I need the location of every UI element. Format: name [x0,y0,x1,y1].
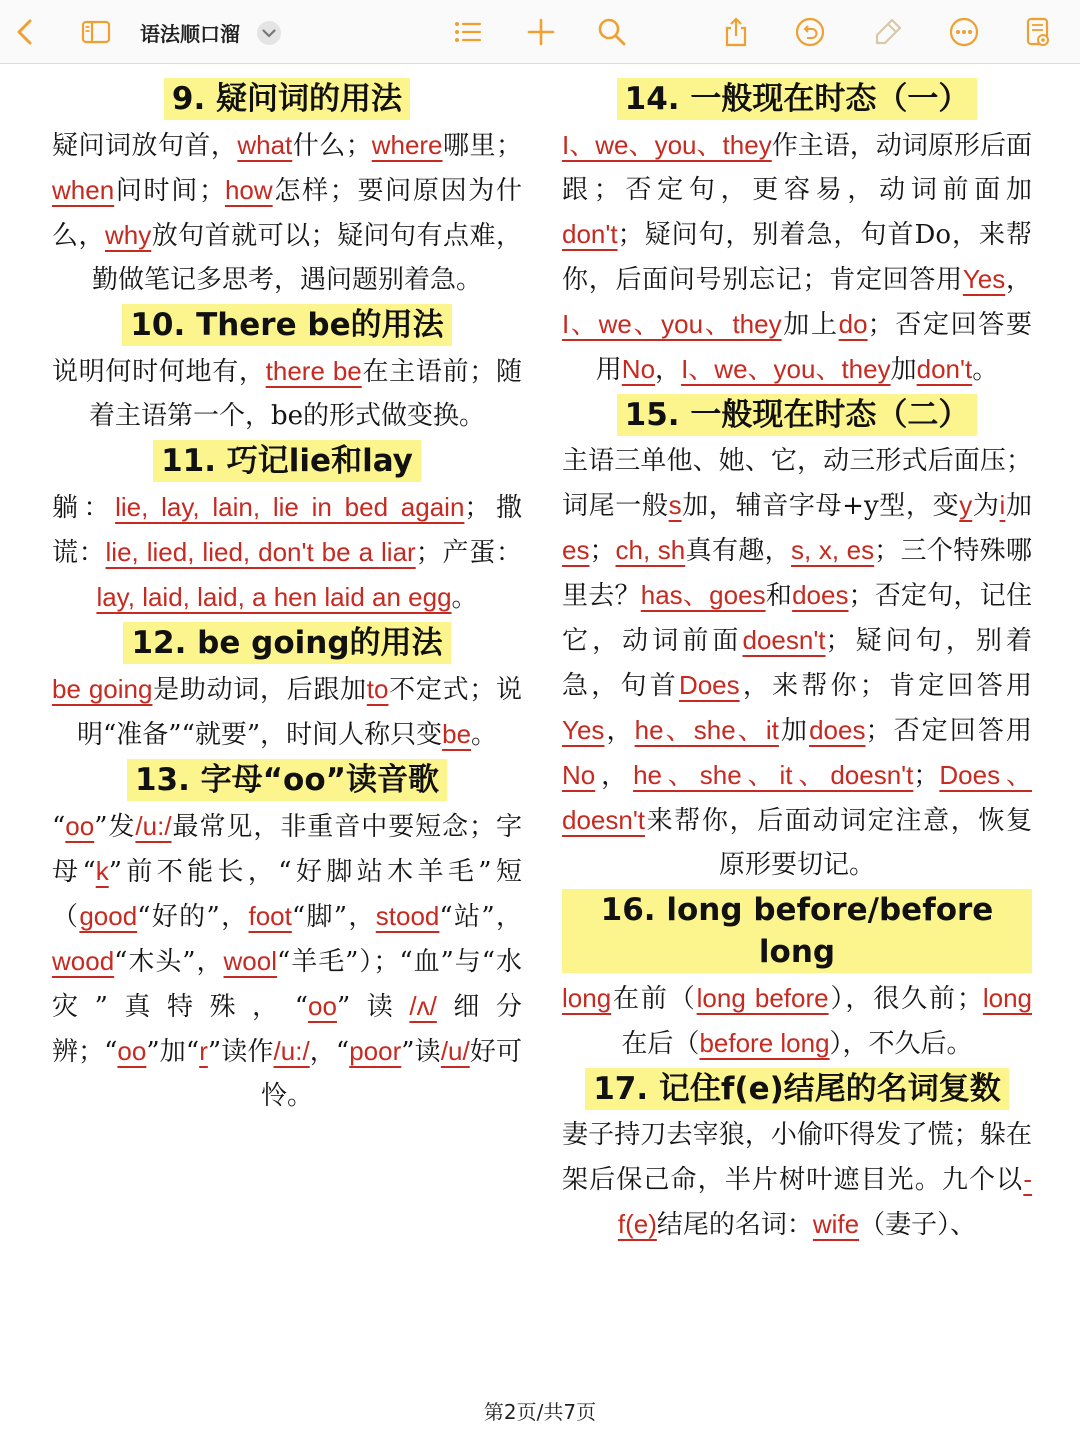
text: 妻子持刀去宰狼，小偷吓得发了慌；躲在架后保己命，半片树叶遮目光。九个以 [562,1120,1032,1195]
keyword: when [52,175,115,205]
text: ”读 [401,1037,441,1067]
keyword: lie, lay, lain, lie in bed again [115,492,465,522]
section-9 [52,76,522,302]
keyword: ch, sh [615,535,686,565]
text: 主语三单他、她、它，动三形式后面压；词尾一般 [562,446,1032,521]
keyword: don't [916,354,973,384]
keyword: what [237,130,293,160]
keyword: before long [699,1028,830,1058]
text: ；疑问句，别着急，句首Do，来帮你，后面问号别忘记；肯定回答用 [562,220,1032,295]
document-title[interactable]: 语法顺口溜 [140,22,240,46]
text: ；否定回答要用 [595,310,1032,385]
keyword: where [371,130,443,160]
section-body [52,667,522,757]
text: 说明何时何地有， [52,357,266,387]
keyword: I、we、you、they [562,130,772,160]
keyword: lay, laid, laid, a hen laid an egg [96,582,452,612]
keyword: foot [248,901,292,931]
text: ”读作 [207,1037,274,1067]
keyword: s [668,490,682,520]
keyword: oo [117,1036,147,1066]
keyword: be going [52,674,153,704]
back-chevron-icon[interactable] [8,14,44,50]
text: ，“ [309,1037,350,1067]
section-17 [562,1066,1032,1247]
keyword: to [366,674,389,704]
section-11 [52,438,522,620]
text: 结尾的名词： [656,1210,813,1240]
text: 不定式；说明“准备”“就要”，时间人称只变 [76,675,522,750]
keyword: -f(e) [617,1164,1032,1239]
section-body [52,804,522,1118]
text: “站”， [439,902,522,932]
section-title: 11. 巧记lie和lay [153,440,421,482]
keyword: /ʌ/ [409,991,437,1021]
keyword: how [224,175,273,205]
section-15 [562,392,1032,887]
text: ”发 [94,812,136,842]
keyword: Does、doesn't [562,760,1032,835]
text: “好的”， [137,902,249,932]
section-body [562,976,1032,1066]
add-icon[interactable] [523,14,559,50]
text: ；疑问句，别着急，句首 [562,626,1032,701]
text: 在后（ [621,1029,700,1059]
text: 在主语前；随着主语第一个，be的形式做变换。 [88,357,522,431]
text: 在前（ [611,984,697,1014]
section-13 [52,757,522,1118]
text: ”读 [336,992,410,1022]
keyword: /u:/ [273,1036,310,1066]
document-page [0,66,1080,1396]
keyword: /u/ [440,1036,470,1066]
text: 作主语，动词原形后面跟；否定句，更容易，动词前面加 [562,131,1032,205]
keyword: has、goes [640,580,766,610]
keyword: long [982,983,1032,1013]
keyword: k [95,856,109,886]
text: 疑问词放句首， [52,131,238,161]
keyword: I、we、you、they [681,354,891,384]
text: 真有趣， [685,536,792,566]
keyword: good [79,901,138,931]
keyword: oo [308,991,337,1021]
keyword: does [809,715,866,745]
markup-pen-icon[interactable] [870,14,906,50]
text: “羊毛”）；“血”与“水灾”真特殊，“ [52,947,522,1022]
section-10 [52,302,522,438]
text: 放句首就可以；疑问句有点难，勤做笔记多思考，遇问题别着急。 [91,221,522,295]
more-icon[interactable] [946,14,982,50]
text: 细分辨；“ [52,992,522,1067]
text: ”加“ [146,1037,200,1067]
keyword: wife [812,1209,860,1239]
keyword: Does [678,670,740,700]
keyword: wood [52,946,115,976]
text: ；否定回答用 [865,716,1032,746]
text: 为 [972,491,1000,521]
keyword: wool [223,946,277,976]
sidebar-icon[interactable] [78,14,114,50]
keyword: don't [562,219,618,249]
section-12 [52,620,522,757]
section-title: 16. long before/before long [562,889,1032,973]
left-column [52,76,522,1118]
keyword: why [104,220,152,250]
keyword: lie, lied, lied, don't be a liar [105,537,416,567]
text: ），很久前； [828,984,983,1014]
text: 加上 [781,310,839,340]
section-title: 17. 记住f(e)结尾的名词复数 [585,1068,1009,1110]
text: ， [1005,265,1032,295]
section-body [52,123,522,302]
text: 。 [471,720,498,750]
document-settings-icon[interactable] [1020,14,1056,50]
text: 好可怜。 [260,1037,522,1111]
text: 问时间； [114,176,225,206]
keyword: oo [65,811,95,841]
section-body [562,439,1032,887]
dropdown-chevron-icon[interactable] [254,18,284,48]
keyword: long before [696,983,829,1013]
text: 什么； [292,131,372,161]
keyword: No [562,760,596,790]
section-title: 9. 疑问词的用法 [164,78,410,120]
section-body [562,1113,1032,1247]
text: 是助动词，后跟加 [152,675,367,705]
keyword: No [621,354,656,384]
keyword: he、she、it、doesn't [633,760,914,790]
keyword: poor [349,1036,402,1066]
text: （妻子）、 [859,1210,977,1240]
text: 最常见，非重音中要短念；字母“ [52,812,522,887]
keyword: does [792,580,849,610]
text: ； [589,536,616,566]
text: 加 [778,716,810,746]
text: ；撒谎： [52,493,522,568]
keyword: /u:/ [135,811,172,841]
keyword: s, x, es [791,535,875,565]
text: ，来帮你；肯定回答用 [739,671,1032,701]
text: 怎样；要问原因为什么， [52,176,522,251]
text: 躺： [52,493,116,523]
section-title: 10. There be的用法 [122,304,451,346]
text: “ [52,812,66,842]
text: 加 [1005,491,1032,521]
text: ），不久后。 [829,1029,973,1059]
top-toolbar [0,0,1080,64]
text: 和 [765,581,793,611]
text: ， [595,761,634,791]
text: ；否定句，记住它，动词前面 [562,581,1032,656]
keyword: es [562,535,590,565]
text: ”前不能长，“好脚站木羊毛”短（ [52,857,522,932]
keyword: r [199,1036,208,1066]
keyword: i [999,490,1006,520]
list-icon[interactable] [450,14,486,50]
section-title: 15. 一般现在时态（二） [617,394,978,436]
keyword: Yes [962,264,1006,294]
text: ；三个特殊哪里去？ [562,536,1032,611]
text: 哪里； [442,131,522,161]
text: ；产蛋： [415,538,522,568]
section-body [52,485,522,620]
keyword: be [442,719,472,749]
section-body [52,349,522,438]
text: ， [655,355,682,385]
section-body [562,123,1032,392]
keyword: y [959,490,973,520]
text: ； [913,761,940,791]
right-column [562,76,1032,1247]
keyword: doesn't [742,625,826,655]
text: “木头”， [114,947,224,977]
text: 。 [451,583,478,613]
keyword: long [562,983,612,1013]
section-14 [562,76,1032,392]
keyword: Yes [562,715,605,745]
text: 。 [972,355,999,385]
text: ， [604,716,635,746]
text: 加，辅音字母+y型，变 [681,491,960,521]
section-title: 14. 一般现在时态（一） [617,78,978,120]
text: 加 [890,355,917,385]
text: 来帮你，后面动词定注意，恢复原形要切记。 [645,806,1032,880]
section-title: 12. be going的用法 [123,622,450,664]
keyword: he、she、it [634,715,779,745]
share-icon[interactable] [718,14,754,50]
section-title: 13. 字母“oo”读音歌 [127,759,447,801]
section-16 [562,887,1032,1066]
text: “脚”， [291,902,376,932]
keyword: stood [375,901,440,931]
undo-icon[interactable] [792,14,828,50]
page-indicator: 第2页/共7页 [483,1400,597,1424]
keyword: there be [265,356,362,386]
keyword: I、we、you、they [562,309,782,339]
keyword: do [838,309,868,339]
search-icon[interactable] [594,14,630,50]
